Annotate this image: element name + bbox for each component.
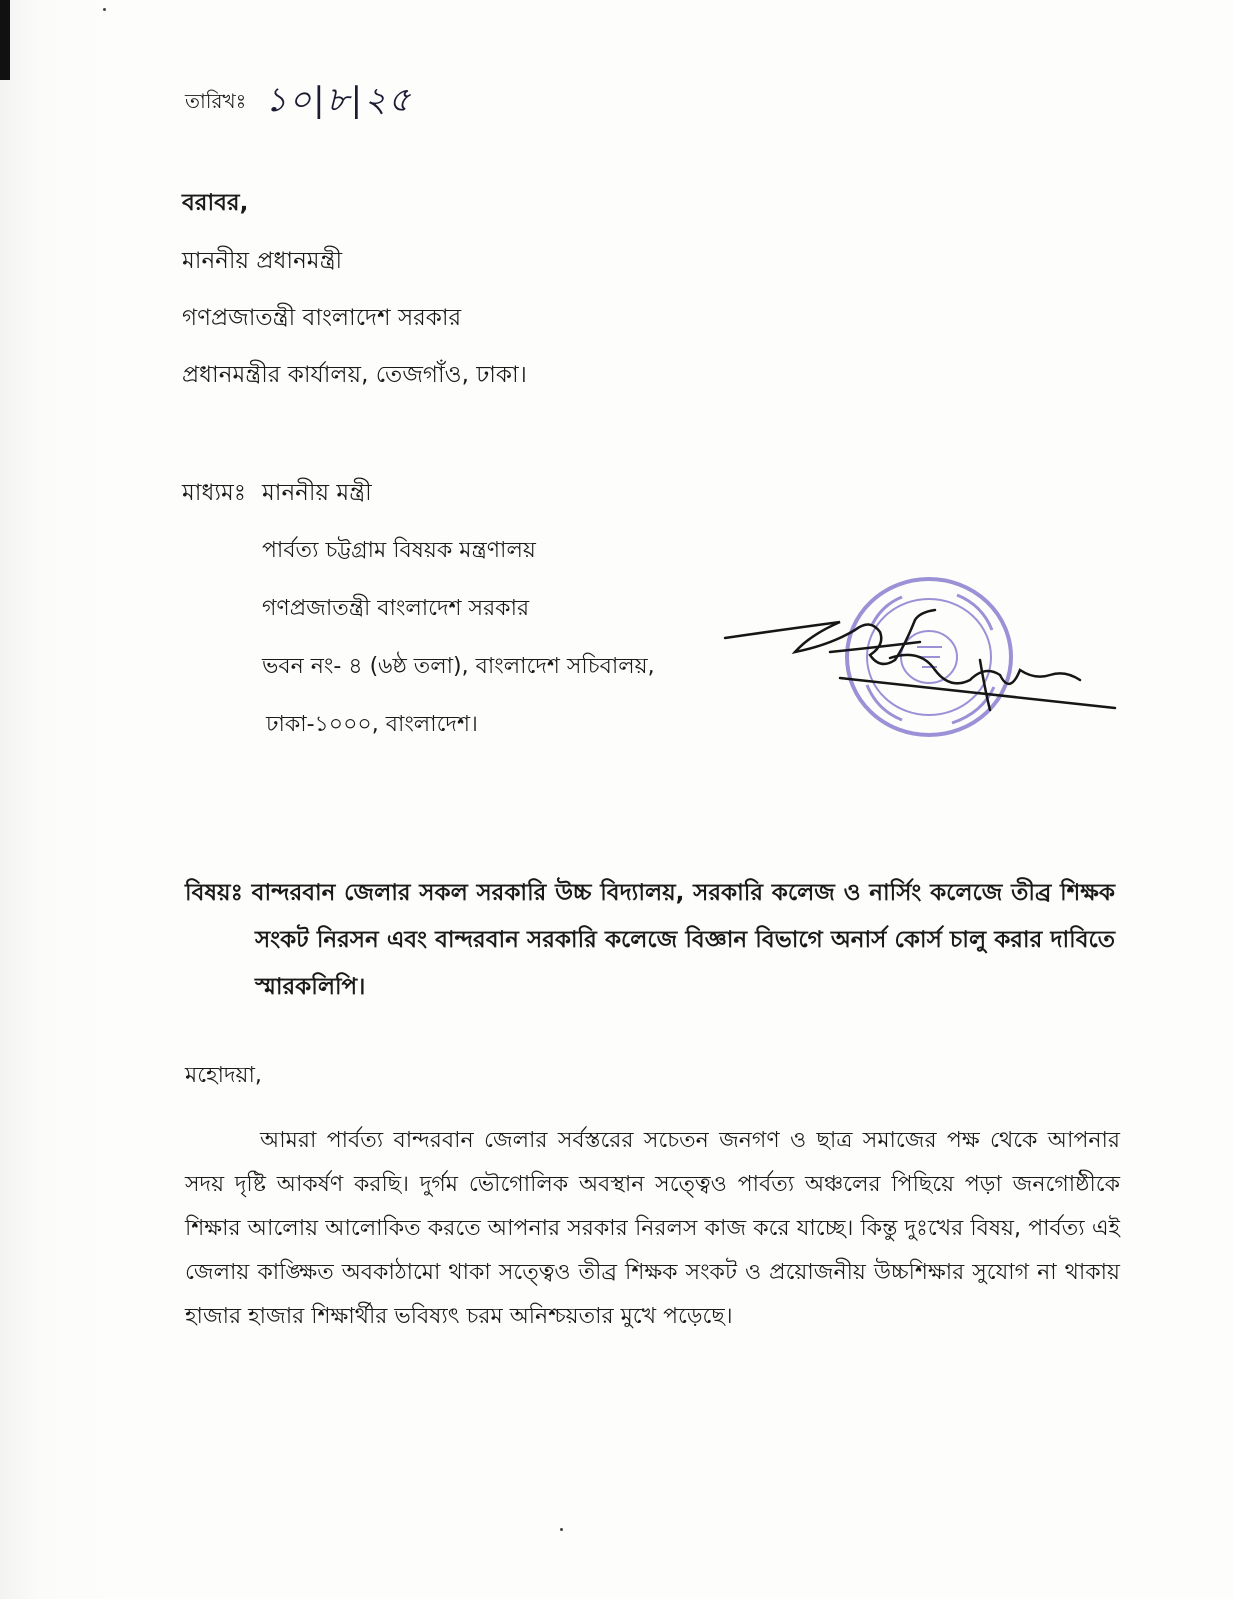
through-line: মাননীয় মন্ত্রী bbox=[262, 480, 372, 506]
date-label: তারিখঃ bbox=[185, 89, 247, 113]
body-paragraph: আমরা পার্বত্য বান্দরবান জেলার সর্বস্তরের সচেতন জনগণ ও ছাত্র সমাজের পক্ষ থেকে আপনার সদয় দৃষ্টি আকর্ষণ করছি। দুর্গম ভৌগোলিক অবস্থান সত্ত্বেও পার্বত্য অঞ্চলের পিছিয়ে পড়া জনগোষ্ঠীকে শিক্ষার আলোয় আলোকিত করতে আপনার সরকার নিরলস কাজ করে যাচ্ছে। কিন্তু দুঃখের বিষয়, পার্বত্য এই জেলায় কাঙ্ক্ষিত অবকাঠামো থাকা সত্ত্বেও তীব্র শিক্ষক সংকট ও প্রয়োজনীয় উচ্চশিক্ষার সুযোগ না থাকায় হাজার হাজার শিক্ষার্থীর ভবিষ্যৎ চরম অনিশ্চয়তার মুখে পড়েছে। bbox=[185, 1128, 1120, 1329]
scan-speck bbox=[103, 8, 106, 11]
subject-block bbox=[185, 870, 1115, 1011]
through-line: গণপ্রজাতন্ত্রী বাংলাদেশ সরকার bbox=[262, 596, 530, 621]
recipient-line: গণপ্রজাতন্ত্রী বাংলাদেশ সরকার bbox=[182, 305, 462, 331]
signature bbox=[720, 600, 1140, 730]
subject-text: বান্দরবান জেলার সকল সরকারি উচ্চ বিদ্যালয়, সরকারি কলেজ ও নার্সিং কলেজে তীব্র শিক্ষক সংকট নিরসন এবং বান্দরবান সরকারি কলেজে বিজ্ঞান বিভাগে অনার্স কোর্স চালু করার দাবিতে স্মারকলিপি। bbox=[251, 880, 1115, 1000]
through-line: পার্বত্য চট্টগ্রাম বিষয়ক মন্ত্রণালয় bbox=[262, 538, 536, 563]
through-line: ভবন নং- ৪ (৬ষ্ঠ তলা), বাংলাদেশ সচিবালয়, bbox=[262, 654, 655, 679]
greeting: মহোদয়া, bbox=[185, 1063, 262, 1088]
date-value: ১০|৮|২৫ bbox=[265, 80, 413, 120]
through-label: মাধ্যমঃ bbox=[182, 480, 247, 506]
subject-label: বিষয়ঃ bbox=[185, 880, 243, 906]
recipient-salutation: বরাবর, bbox=[182, 190, 249, 216]
through-line: ঢাকা-১০০০, বাংলাদেশ। bbox=[266, 712, 478, 737]
recipient-line: মাননীয় প্রধানমন্ত্রী bbox=[182, 248, 343, 274]
scan-edge-shadow bbox=[0, 0, 10, 80]
scan-speck bbox=[560, 1528, 563, 1531]
recipient-line: প্রধানমন্ত্রীর কার্যালয়, তেজগাঁও, ঢাকা। bbox=[182, 362, 527, 388]
